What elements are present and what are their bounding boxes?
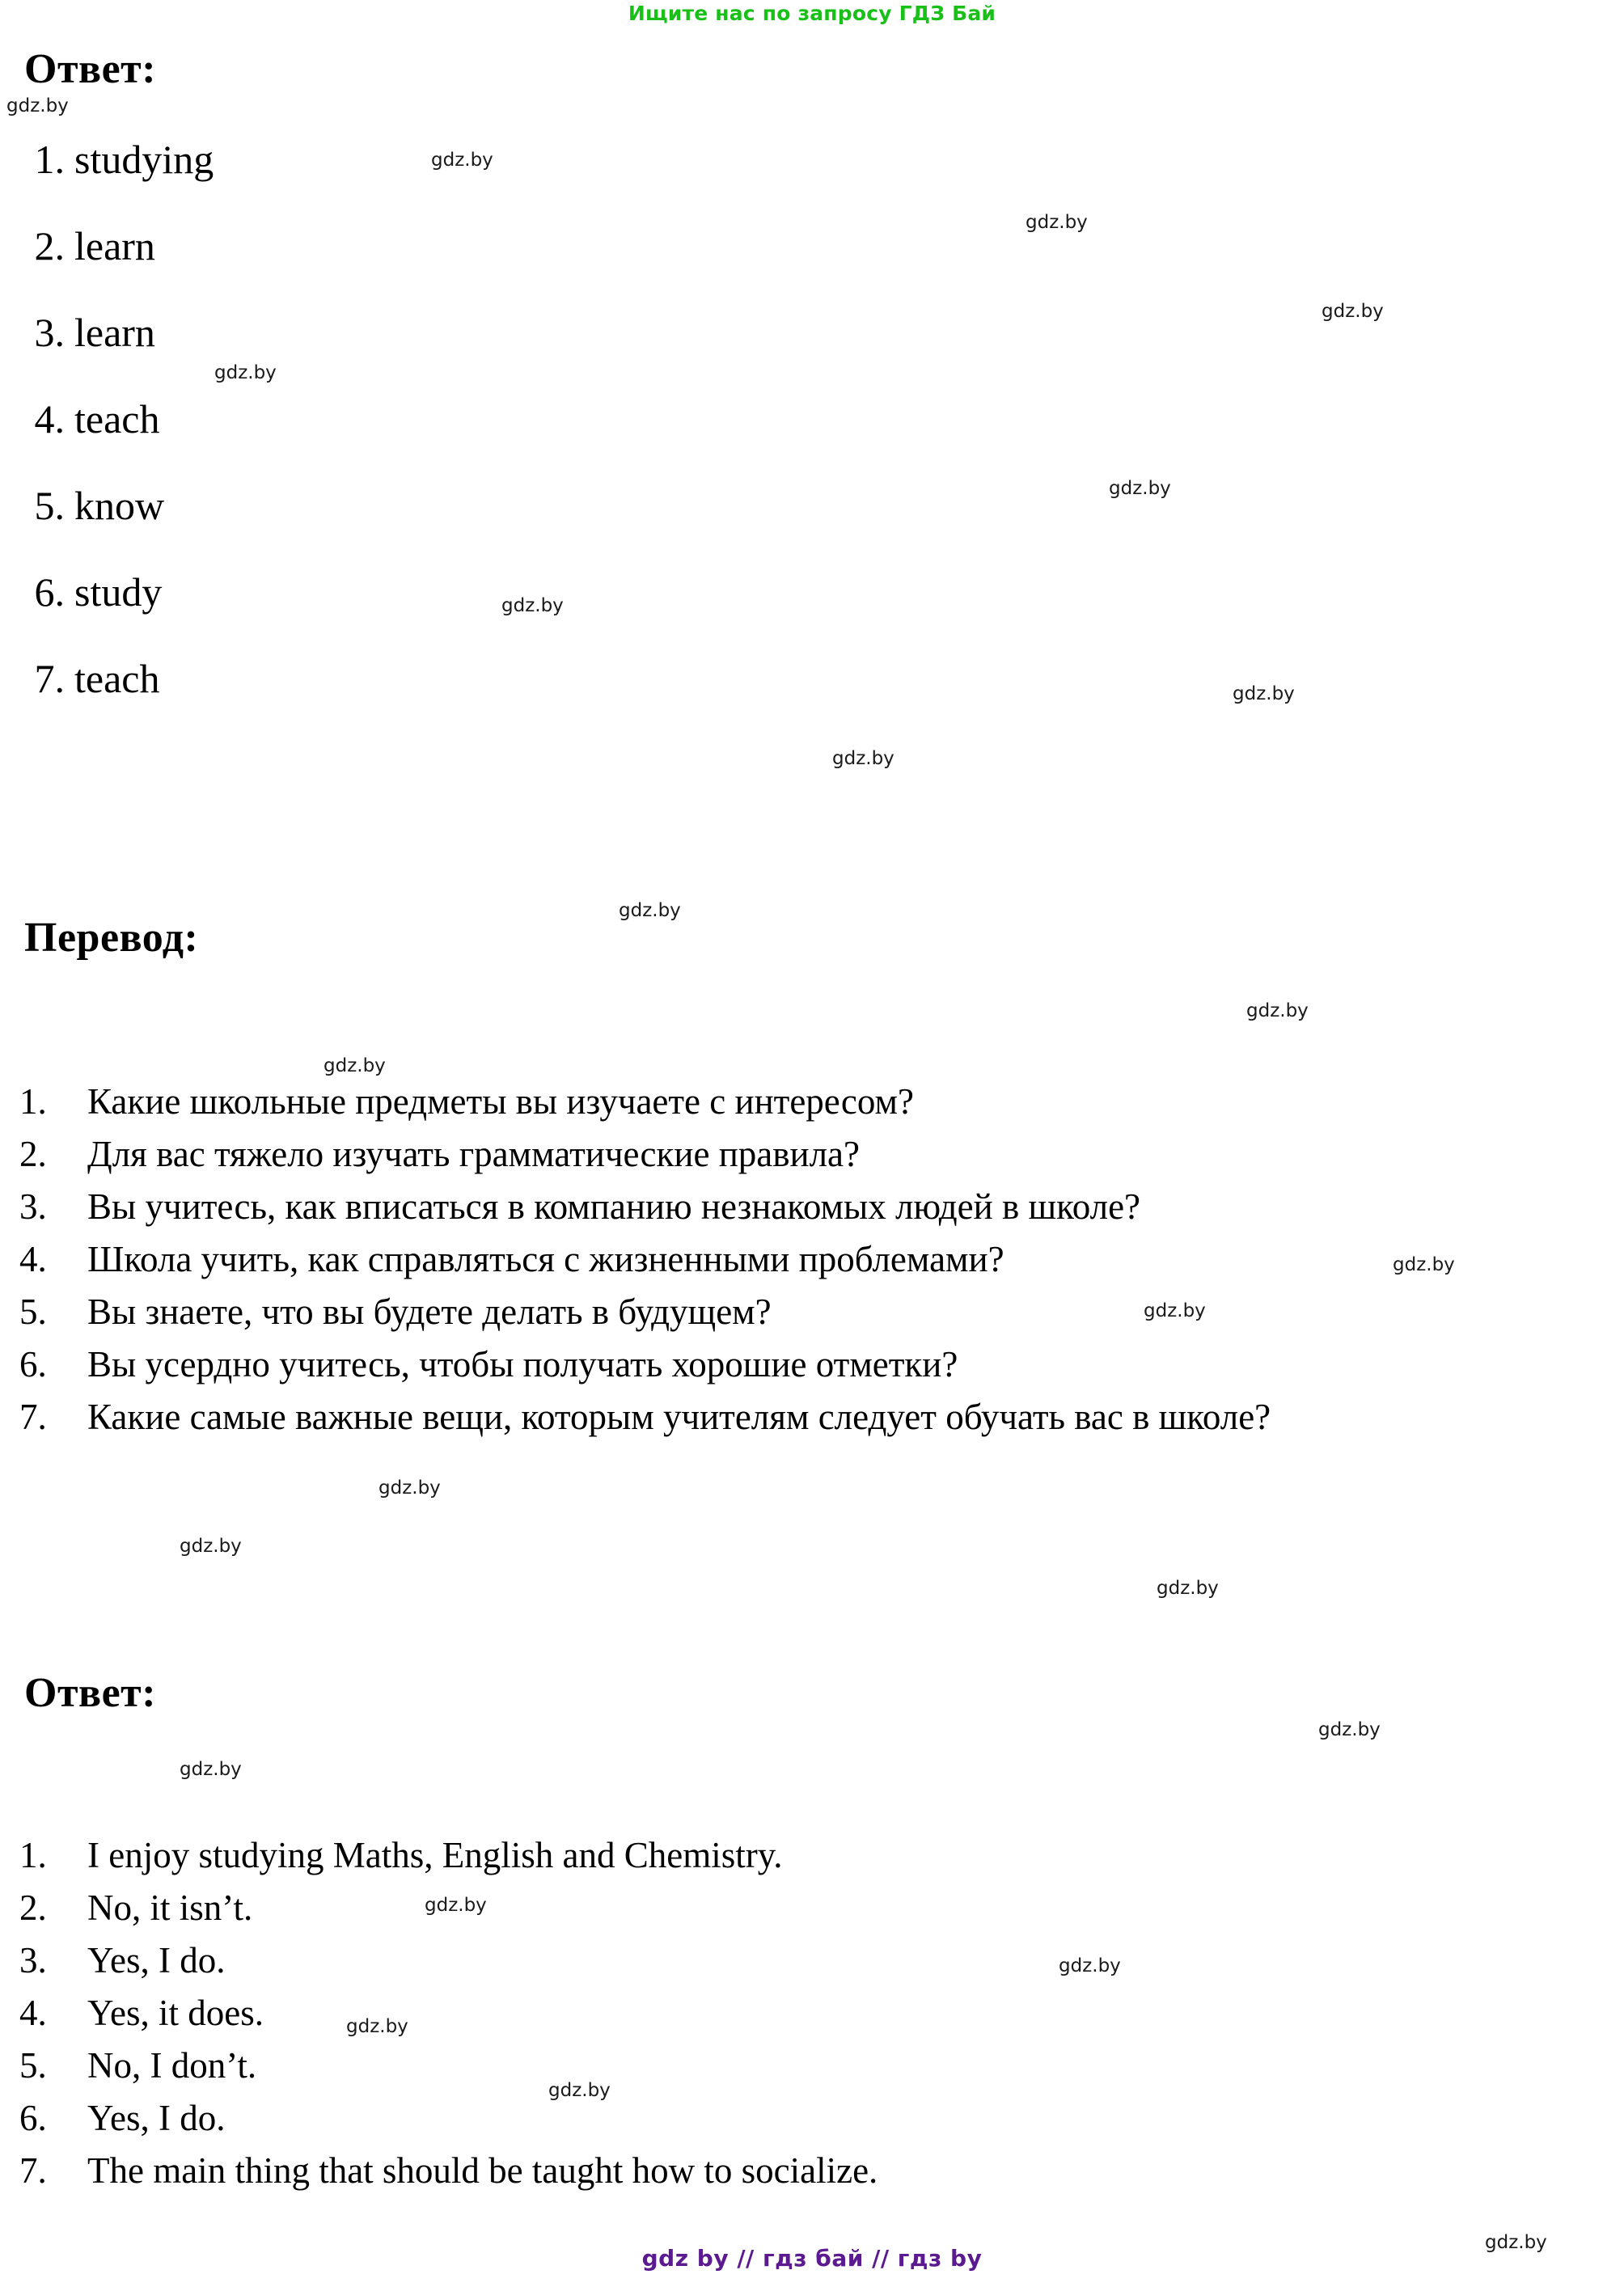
list-item-text: learn <box>74 223 155 268</box>
heading-answer-2: Ответ: <box>24 1670 157 1716</box>
heading-answer-1: Ответ: <box>24 46 157 92</box>
list-item-number: 7. <box>19 1397 47 1437</box>
list-item <box>0 1829 1624 1882</box>
watermark-gdz: gdz.by <box>180 1536 242 1557</box>
list-item-number: 7. <box>19 2150 47 2191</box>
list-item <box>0 395 1624 482</box>
list-item-text: Yes, it does. <box>87 1993 264 2033</box>
list-item-text: The main thing that should be taught how to socialize. <box>87 2150 878 2191</box>
list-item-number: 4. <box>34 396 65 442</box>
watermark-gdz: gdz.by <box>1026 212 1088 233</box>
watermark-gdz: gdz.by <box>431 150 493 171</box>
list-item <box>0 2145 1624 2197</box>
list-item-text: Какие самые важные вещи, которым учителям следует обучать вас в школе? <box>87 1397 1271 1437</box>
list-item-number: 3. <box>34 310 65 355</box>
watermark-gdz: gdz.by <box>1109 478 1171 499</box>
watermark-gdz: gdz.by <box>832 748 894 769</box>
list-item-number: 1. <box>34 137 65 182</box>
list-item-text: Вы усердно учитесь, чтобы получать хорошие отметки? <box>87 1344 958 1384</box>
list-item-text: learn <box>74 310 155 355</box>
list-item <box>0 1233 1624 1286</box>
list-item-text: Для вас тяжело изучать грамматические правила? <box>87 1134 860 1174</box>
list-item <box>0 1391 1624 1444</box>
watermark-gdz: gdz.by <box>346 2016 408 2037</box>
watermark-gdz: gdz.by <box>324 1055 386 1076</box>
watermark-gdz: gdz.by <box>1144 1300 1206 1321</box>
watermark-gdz: gdz.by <box>6 95 69 116</box>
watermark-gdz: gdz.by <box>180 1759 242 1780</box>
list-item <box>0 1934 1624 1987</box>
list-item <box>0 1286 1624 1338</box>
watermark-gdz: gdz.by <box>619 900 681 921</box>
list-item <box>0 2092 1624 2145</box>
list-item <box>0 482 1624 569</box>
list-item-text: Yes, I do. <box>87 1940 226 1981</box>
list-item-number: 1. <box>19 1081 47 1122</box>
list-item-number: 1. <box>19 1835 47 1875</box>
list-item-number: 2. <box>19 1134 47 1174</box>
list-item-number: 4. <box>19 1239 47 1279</box>
list-item-text: Вы учитесь, как вписаться в компанию незнакомых людей в школе? <box>87 1186 1141 1227</box>
list-item <box>0 222 1624 309</box>
watermark-gdz: gdz.by <box>1246 1000 1309 1021</box>
list-item <box>0 655 1624 742</box>
list-item-number: 5. <box>34 483 65 528</box>
footer-branding: gdz by // гдз бай // гдз by <box>641 2245 983 2272</box>
watermark-gdz: gdz.by <box>501 595 564 616</box>
watermark-gdz: gdz.by <box>379 1477 441 1499</box>
watermark-gdz: gdz.by <box>1322 301 1384 322</box>
list-item <box>0 1181 1624 1233</box>
watermark-gdz: gdz.by <box>1059 1955 1121 1976</box>
list-item <box>0 1076 1624 1128</box>
list-item-text: study <box>74 569 163 615</box>
list-item-text: Какие школьные предметы вы изучаете с интересом? <box>87 1081 914 1122</box>
list-item-number: 7. <box>34 656 65 701</box>
watermark-gdz: gdz.by <box>1393 1254 1455 1275</box>
list-item-number: 2. <box>34 223 65 268</box>
watermark-gdz: gdz.by <box>1233 683 1295 704</box>
translation-list <box>0 1076 1624 1444</box>
heading-translation: Перевод: <box>24 915 199 961</box>
watermark-gdz: gdz.by <box>1485 2232 1547 2253</box>
list-item <box>0 1128 1624 1181</box>
answer-list-2 <box>0 1829 1624 2197</box>
watermark-gdz: gdz.by <box>1318 1719 1381 1740</box>
list-item <box>0 1882 1624 1934</box>
list-item <box>0 2040 1624 2092</box>
list-item-text: Вы знаете, что вы будете делать в будущем? <box>87 1291 772 1332</box>
list-item-text: No, I don’t. <box>87 2045 257 2086</box>
list-item-number: 4. <box>19 1993 47 2033</box>
watermark-gdz: gdz.by <box>214 362 277 383</box>
list-item-text: Yes, I do. <box>87 2098 226 2138</box>
answer-list-1 <box>0 136 1624 742</box>
list-item-number: 5. <box>19 2045 47 2086</box>
list-item <box>0 1987 1624 2040</box>
list-item-text: teach <box>74 396 160 442</box>
list-item-number: 5. <box>19 1291 47 1332</box>
list-item-text: I enjoy studying Maths, English and Chemistry. <box>87 1835 783 1875</box>
watermark-gdz: gdz.by <box>1157 1578 1219 1599</box>
list-item-text: know <box>74 483 165 528</box>
list-item <box>0 569 1624 655</box>
list-item-text: teach <box>74 656 160 701</box>
list-item-text: Школа учить, как справляться с жизненными проблемами? <box>87 1239 1004 1279</box>
list-item-number: 6. <box>19 1344 47 1384</box>
list-item-text: studying <box>74 137 214 182</box>
list-item-number: 3. <box>19 1940 47 1981</box>
list-item-number: 2. <box>19 1888 47 1928</box>
list-item-number: 6. <box>34 569 65 615</box>
list-item-number: 3. <box>19 1186 47 1227</box>
watermark-gdz: gdz.by <box>425 1895 487 1916</box>
promo-banner: Ищите нас по запросу ГДЗ Бай <box>628 2 996 25</box>
list-item-text: No, it isn’t. <box>87 1888 253 1928</box>
list-item <box>0 1338 1624 1391</box>
list-item-number: 6. <box>19 2098 47 2138</box>
watermark-gdz: gdz.by <box>548 2080 611 2101</box>
list-item <box>0 136 1624 222</box>
